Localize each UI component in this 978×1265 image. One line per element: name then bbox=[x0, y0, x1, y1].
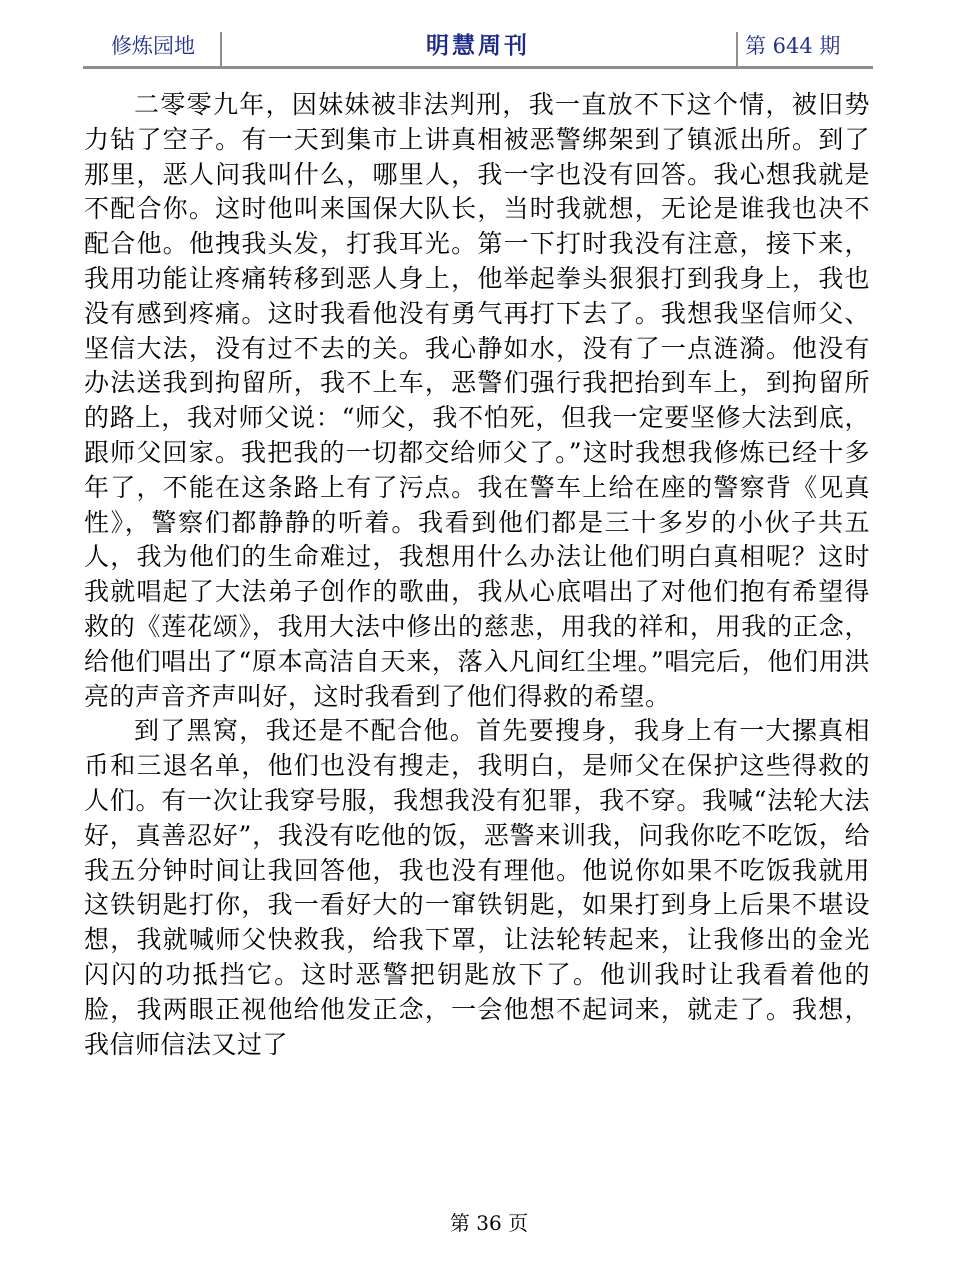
header-divider-right bbox=[736, 32, 738, 66]
publication-title: 明慧周刊 bbox=[426, 33, 530, 59]
article-body bbox=[84, 88, 870, 1062]
page-header bbox=[83, 28, 873, 66]
issue-number: 第 644 期 bbox=[745, 34, 841, 58]
section-title: 修炼园地 bbox=[111, 34, 195, 58]
paragraph-1: 二零零九年，因妹妹被非法判刑，我一直放不下这个情，被旧势力钻了空子。有一天到集市上讲真相被恶警绑架到了镇派出所。到了那里，恶人问我叫什么，哪里人，我一字也没有回答。我心想我就是不配合你。这时他叫来国保大队长，当时我就想，无论是谁我也决不配合他。他拽我头发，打我耳光。第一下打时我没有注意，接下来，我用功能让疼痛转移到恶人身上，他举起拳头狠狠打到我身上，我也没有感到疼痛。这时我看他没有勇气再打下去了。我想我坚信师父、坚信大法，没有过不去的关。我心静如水，没有了一点涟漪。他没有办法送我到拘留所，我不上车，恶警们强行我把抬到车上，到拘留所的路上，我对师父说：“师父，我不怕死，但我一定要坚修大法到底，跟师父回家。我把我的一切都交给师父了。”这时我想我修炼已经十多年了，不能在这条路上有了污点。我在警车上给在座的警察背《见真性》，警察们都静静的听着。我看到他们都是三十多岁的小伙子共五人，我为他们的生命难过，我想用什么办法让他们明白真相呢？这时我就唱起了大法弟子创作的歌曲，我从心底唱出了对他们抱有希望得救的《莲花颂》，我用大法中修出的慈悲，用我的祥和，用我的正念，给他们唱出了“原本高洁自天来，落入凡间红尘埋。”唱完后，他们用洪亮的声音齐声叫好，这时我看到了他们得救的希望。 bbox=[84, 90, 870, 711]
paragraph-2: 到了黑窝，我还是不配合他。首先要搜身，我身上有一大摞真相币和三退名单，他们也没有搜走，我明白，是师父在保护这些得救的人们。有一次让我穿号服，我想我没有犯罪，我不穿。我喊“法轮大法好，真善忍好”，我没有吃他的饭，恶警来训我，问我你吃不吃饭，给我五分钟时间让我回答他，我也没有理他。他说你如果不吃饭我就用这铁钥匙打你，我一看好大的一窜铁钥匙，如果打到身上后果不堪设想，我就喊师父快救我，给我下罩，让法轮转起来，让我修出的金光闪闪的功抵挡它。这时恶警把钥匙放下了。他训我时让我看着他的脸，我两眼正视他给他发正念，一会他想不起词来，就走了。我想，我信师信法又过了 bbox=[84, 716, 870, 1059]
header-rule bbox=[83, 66, 873, 69]
page-number: 第 36 页 bbox=[449, 1211, 529, 1235]
